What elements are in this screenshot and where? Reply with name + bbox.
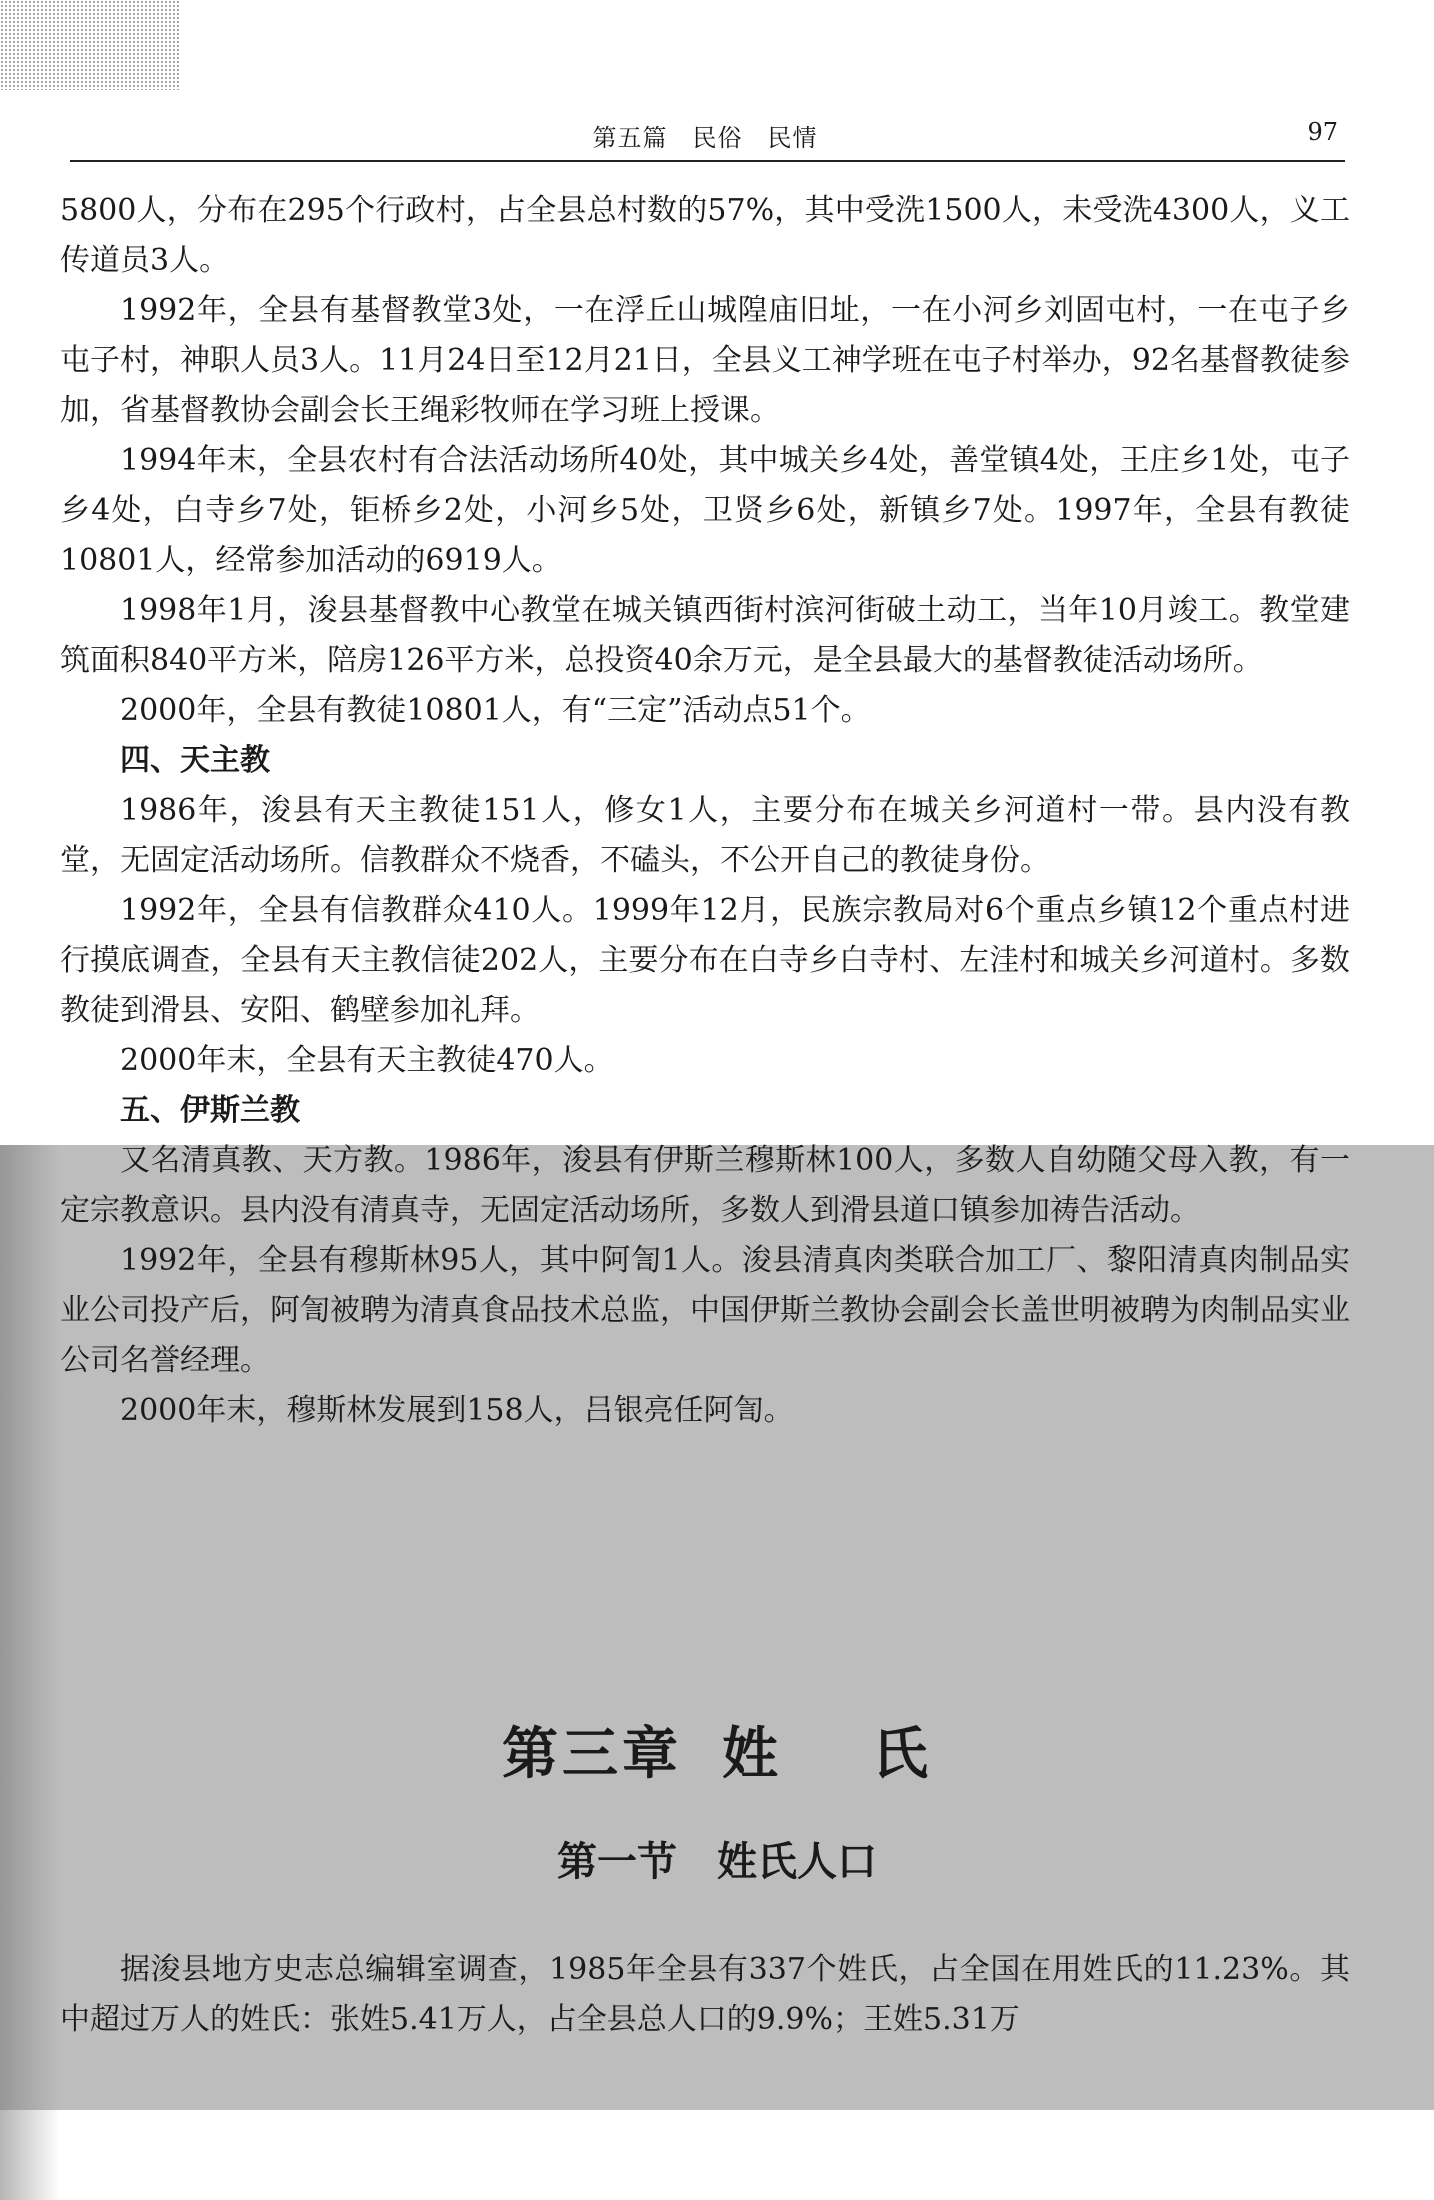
section-name: 姓氏人口 bbox=[717, 1838, 877, 1885]
section-title bbox=[0, 1830, 1434, 1887]
page-body bbox=[60, 186, 1350, 1436]
scan-corner-noise bbox=[0, 0, 180, 90]
chapter-word-2: 氏 bbox=[872, 1721, 932, 1787]
paragraph: 1998年1月，浚县基督教中心教堂在城关镇西街村滨河街破土动工，当年10月竣工。教堂建筑面积840平方米，陪房126平方米，总投资40余万元，是全县最大的基督教徒活动场所。 bbox=[60, 593, 1350, 678]
paragraph: 1994年末，全县农村有合法活动场所40处，其中城关乡4处，善堂镇4处，王庄乡1处，屯子乡4处，白寺乡7处，钜桥乡2处，小河乡5处，卫贤乡6处，新镇乡7处。1997年，全县有教徒10801人，经常参加活动的6919人。 bbox=[60, 443, 1350, 578]
scan-edge-shadow bbox=[0, 1145, 60, 2200]
header-rule bbox=[70, 160, 1345, 162]
running-title: 第五篇 民俗 民情 bbox=[592, 124, 818, 152]
paragraph: 2000年末，全县有天主教徒470人。 bbox=[120, 1043, 614, 1078]
chapter-label: 第三章 bbox=[502, 1721, 682, 1787]
paragraph: 据浚县地方史志总编辑室调查，1985年全县有337个姓氏，占全国在用姓氏的11.23%。其中超过万人的姓氏：张姓5.41万人，占全县总人口的9.9%；王姓5.31万 bbox=[60, 1952, 1350, 2037]
paragraph-continued: 5800人，分布在295个行政村，占全县总村数的57%，其中受洗1500人，未受洗4300人，义工传道员3人。 bbox=[60, 193, 1350, 278]
section-heading-islam: 五、伊斯兰教 bbox=[120, 1093, 300, 1128]
paragraph: 1986年，浚县有天主教徒151人，修女1人，主要分布在城关乡河道村一带。县内没有教堂，无固定活动场所。信教群众不烧香，不磕头，不公开自己的教徒身份。 bbox=[60, 793, 1350, 878]
section-label: 第一节 bbox=[557, 1838, 677, 1885]
paragraph: 2000年末，穆斯林发展到158人，吕银亮任阿訇。 bbox=[120, 1393, 794, 1428]
paragraph: 1992年，全县有基督教堂3处，一在浮丘山城隍庙旧址，一在小河乡刘固屯村，一在屯子乡屯子村，神职人员3人。11月24日至12月21日，全县义工神学班在屯子村举办，92名基督教徒参加，省基督教协会副会长王绳彩牧师在学习班上授课。 bbox=[60, 293, 1350, 428]
chapter-title bbox=[0, 1710, 1434, 1790]
chapter-word-1: 姓 bbox=[722, 1721, 782, 1787]
paragraph: 又名清真教、天方教。1986年，浚县有伊斯兰穆斯林100人，多数人自幼随父母入教，有一定宗教意识。县内没有清真寺，无固定活动场所，多数人到滑县道口镇参加祷告活动。 bbox=[60, 1143, 1350, 1228]
page-number: 97 bbox=[1307, 118, 1338, 146]
page-body-tail bbox=[60, 1945, 1350, 2045]
page-header bbox=[60, 112, 1350, 152]
paragraph: 2000年，全县有教徒10801人，有“三定”活动点51个。 bbox=[120, 693, 871, 728]
paragraph: 1992年，全县有穆斯林95人，其中阿訇1人。浚县清真肉类联合加工厂、黎阳清真肉制品实业公司投产后，阿訇被聘为清真食品技术总监，中国伊斯兰教协会副会长盖世明被聘为肉制品实业公司名誉经理。 bbox=[60, 1243, 1350, 1378]
section-heading-catholic: 四、天主教 bbox=[120, 743, 270, 778]
paragraph: 1992年，全县有信教群众410人。1999年12月，民族宗教局对6个重点乡镇12个重点村进行摸底调查，全县有天主教信徒202人，主要分布在白寺乡白寺村、左洼村和城关乡河道村。多数教徒到滑县、安阳、鹤壁参加礼拜。 bbox=[60, 893, 1350, 1028]
